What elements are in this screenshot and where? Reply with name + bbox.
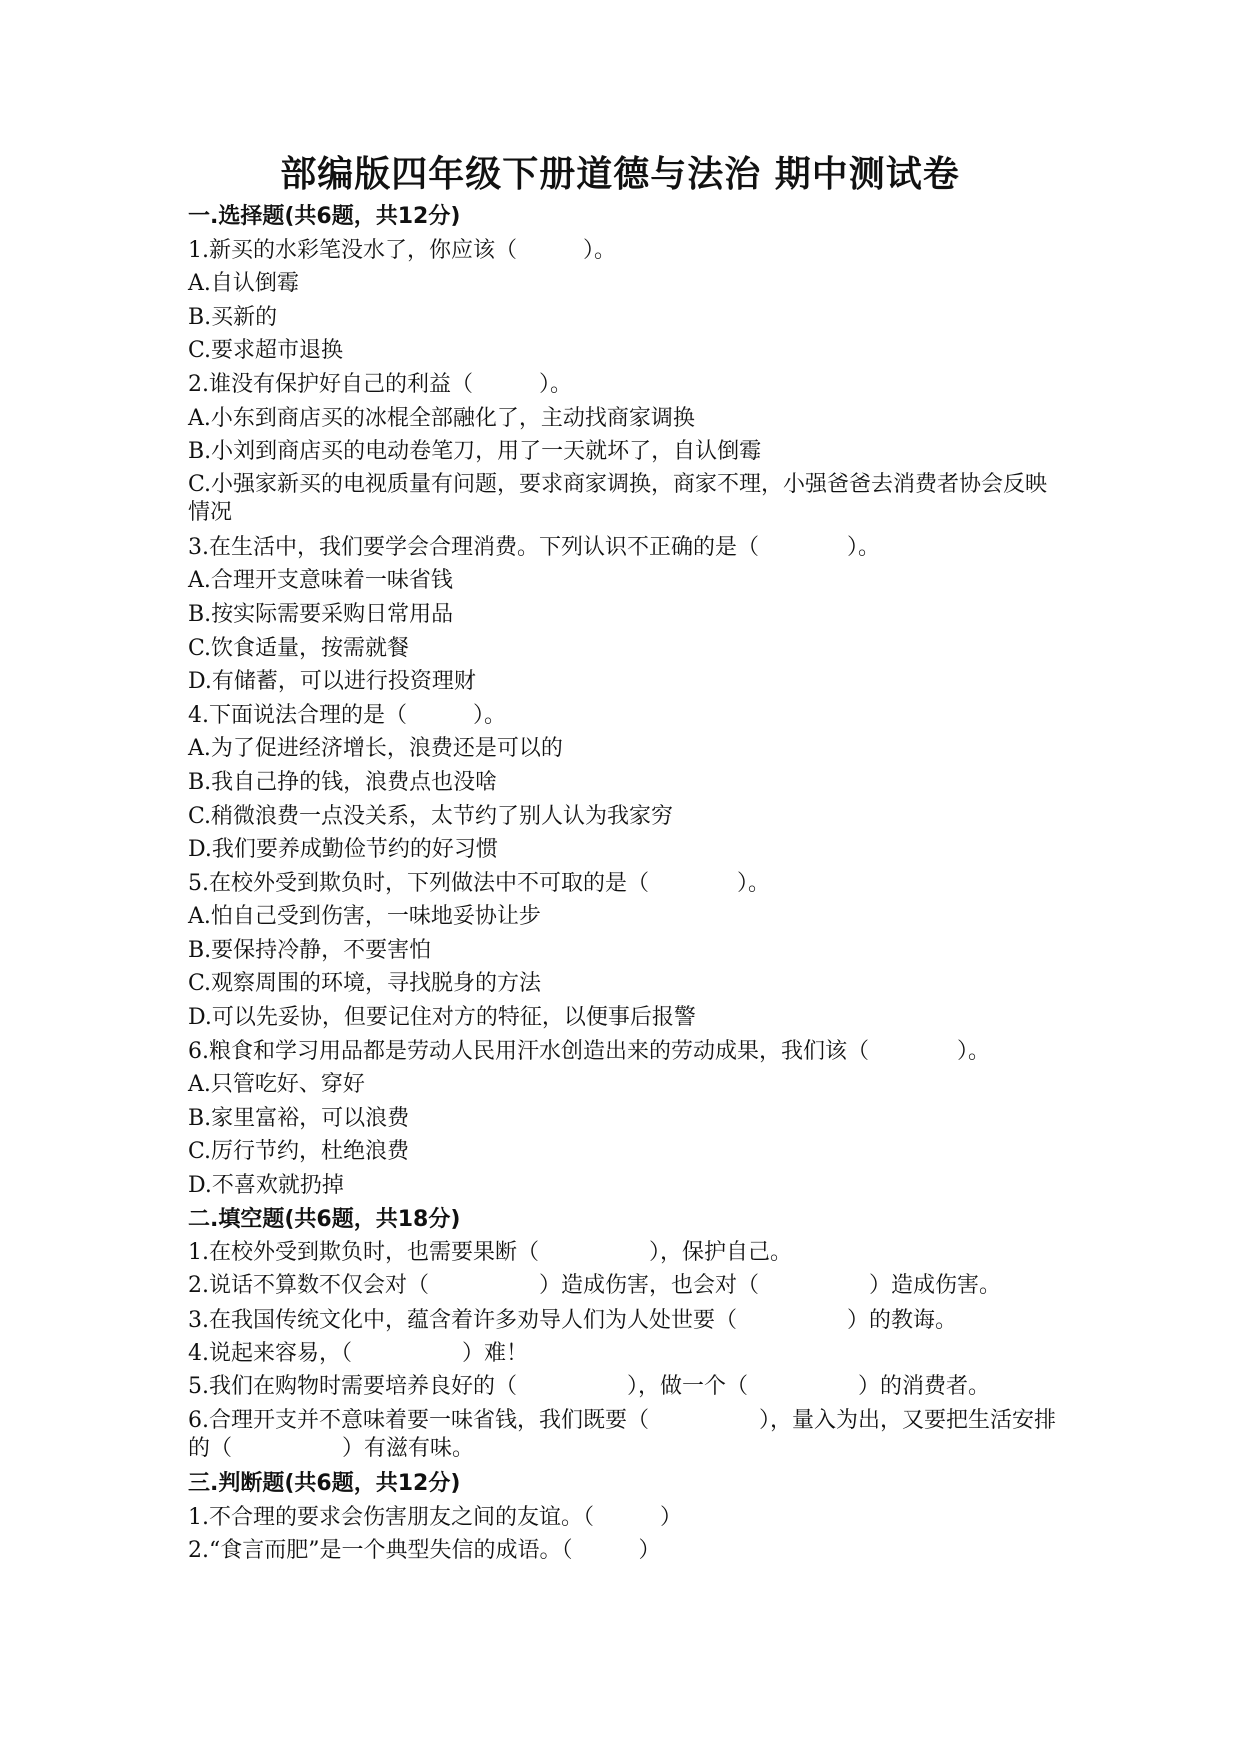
answer-option: B.小刘到商店买的电动卷笔刀，用了一天就坏了，自认倒霉 — [188, 439, 762, 465]
exam-content — [188, 200, 1068, 1568]
answer-option: C.观察周围的环境，寻找脱身的方法 — [188, 971, 542, 997]
fill-blank-question: 4.说起来容易，（ ）难！ — [188, 1341, 528, 1367]
question-stem: 1.新买的水彩笔没水了，你应该（ ）。 — [188, 237, 616, 263]
answer-option: B.按实际需要采购日常用品 — [188, 601, 454, 627]
answer-option: B.买新的 — [188, 304, 278, 330]
question-stem: 6.粮食和学习用品都是劳动人民用汗水创造出来的劳动成果，我们该（ ）。 — [188, 1038, 990, 1064]
true-false-question: 2.“食言而肥”是一个典型失信的成语。（ ） — [188, 1538, 661, 1564]
answer-option: A.合理开支意味着一味省钱 — [188, 568, 453, 594]
fill-blank-question: 2.说话不算数不仅会对（ ）造成伤害，也会对（ ）造成伤害。 — [188, 1272, 1001, 1298]
fill-blank-question: 1.在校外受到欺负时，也需要果断（ ），保护自己。 — [188, 1240, 792, 1266]
page-title: 部编版四年级下册道德与法治 期中测试卷 — [280, 154, 960, 195]
answer-option: D.有储蓄，可以进行投资理财 — [188, 669, 476, 695]
question-stem: 3.在生活中，我们要学会合理消费。下列认识不正确的是（ ）。 — [188, 534, 880, 560]
true-false-question: 1.不合理的要求会伤害朋友之间的友谊。（ ） — [188, 1504, 682, 1530]
section-heading-true-false: 三.判断题(共6题，共12分) — [188, 1471, 461, 1496]
answer-option: A.怕自己受到伤害，一味地妥协让步 — [188, 904, 541, 930]
fill-blank-question: 6.合理开支并不意味着要一味省钱，我们既要（ ），量入为出，又要把生活安排的（ ）有滋有味。 — [188, 1408, 1056, 1461]
answer-option: D.我们要养成勤俭节约的好习惯 — [188, 837, 498, 863]
answer-option: C.饮食适量，按需就餐 — [188, 635, 410, 661]
answer-option: D.不喜欢就扔掉 — [188, 1173, 344, 1199]
question-stem: 4.下面说法合理的是（ ）。 — [188, 702, 506, 728]
answer-option: C.厉行节约，杜绝浪费 — [188, 1139, 410, 1165]
answer-option: A.自认倒霉 — [188, 271, 299, 297]
section-heading-fill-blank: 二.填空题(共6题，共18分) — [188, 1206, 461, 1232]
answer-option: A.为了促进经济增长，浪费还是可以的 — [188, 736, 563, 762]
question-stem: 2.谁没有保护好自己的利益（ ）。 — [188, 371, 572, 397]
answer-option: C.小强家新买的电视质量有问题，要求商家调换，商家不理，小强爸爸去消费者协会反映情况 — [188, 471, 1048, 525]
fill-blank-question: 3.在我国传统文化中，蕴含着许多劝导人们为人处世要（ ）的教诲。 — [188, 1307, 957, 1333]
answer-option: B.要保持冷静，不要害怕 — [188, 937, 432, 963]
answer-option: C.稍微浪费一点没关系，太节约了别人认为我家穷 — [188, 803, 674, 829]
answer-option: C.要求超市退换 — [188, 338, 344, 364]
fill-blank-question: 5.我们在购物时需要培养良好的（ ），做一个（ ）的消费者。 — [188, 1374, 990, 1399]
question-stem: 5.在校外受到欺负时，下列做法中不可取的是（ ）。 — [188, 870, 770, 896]
answer-option: D.可以先妥协，但要记住对方的特征，以便事后报警 — [188, 1005, 696, 1031]
answer-option: A.小东到商店买的冰棍全部融化了，主动找商家调换 — [188, 405, 695, 431]
answer-option: A.只管吃好、穿好 — [188, 1072, 365, 1098]
answer-option: B.我自己挣的钱，浪费点也没啥 — [188, 769, 498, 795]
answer-option: B.家里富裕，可以浪费 — [188, 1105, 410, 1131]
section-heading-choice: 一.选择题(共6题，共12分) — [188, 204, 461, 229]
